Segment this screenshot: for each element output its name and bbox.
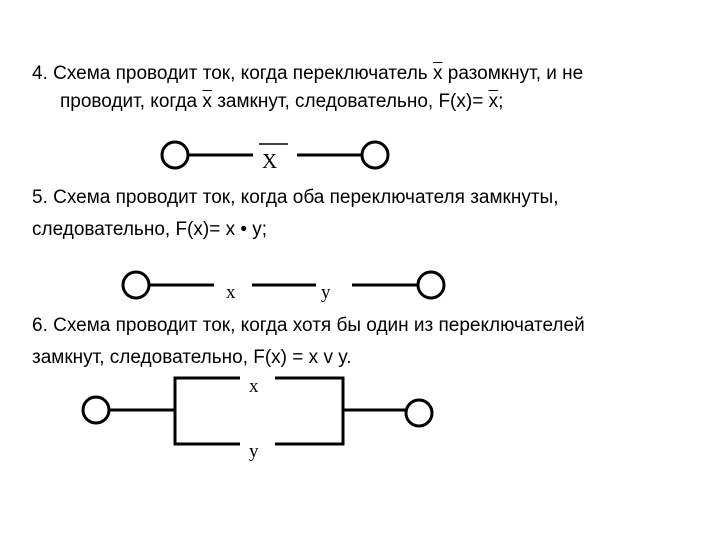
- item4-var-x-negated: $\overline{x}$: [432, 63, 443, 84]
- item4-number: 4.: [32, 63, 48, 84]
- diagram4-left-terminal: [162, 142, 188, 168]
- diagram5-switch-label-x: x: [226, 282, 236, 303]
- diagram6-right-branch: [275, 378, 343, 444]
- item6-line1: 6. Схема проводит ток, когда хотя бы один из переключателей: [32, 315, 585, 336]
- diagram5-right-terminal: [418, 272, 444, 298]
- item4-var-x-negated-2: $\overline{x}$: [202, 91, 212, 112]
- diagram6-switch-label-x: x: [249, 376, 259, 397]
- diagram4-right-terminal: [362, 142, 388, 168]
- diagram5-switch-label-y: y: [321, 282, 331, 303]
- diagram4-switch-label: X: [262, 149, 278, 173]
- diagram6-left-terminal: [83, 397, 109, 423]
- item5-line1: 5. Схема проводит ток, когда оба переключателя замкнуты,: [32, 187, 559, 208]
- diagram6-switch-label-y: y: [249, 441, 259, 462]
- diagram5-circuit: [123, 272, 444, 298]
- item4-semicolon: ;: [498, 91, 504, 112]
- item5-line2: следовательно, F(x)= x • y;: [32, 219, 268, 240]
- diagram6-right-terminal: [406, 400, 432, 426]
- diagram5-left-terminal: [123, 272, 149, 298]
- item4-result-x-negated: $\overline{x}$: [488, 91, 499, 112]
- item4-line2-text: проводит, когда: [60, 91, 203, 112]
- item4-line2-text-mid: замкнут, следовательно, F(x)=: [211, 91, 489, 112]
- item4-line1-text: Схема проводит ток, когда переключатель: [53, 63, 433, 84]
- item4-line1-text-end: разомкнут, и не: [442, 63, 584, 84]
- diagram6-left-branch: [175, 378, 240, 444]
- item6-line2: замкнут, следовательно, F(x) = x v y.: [32, 347, 352, 368]
